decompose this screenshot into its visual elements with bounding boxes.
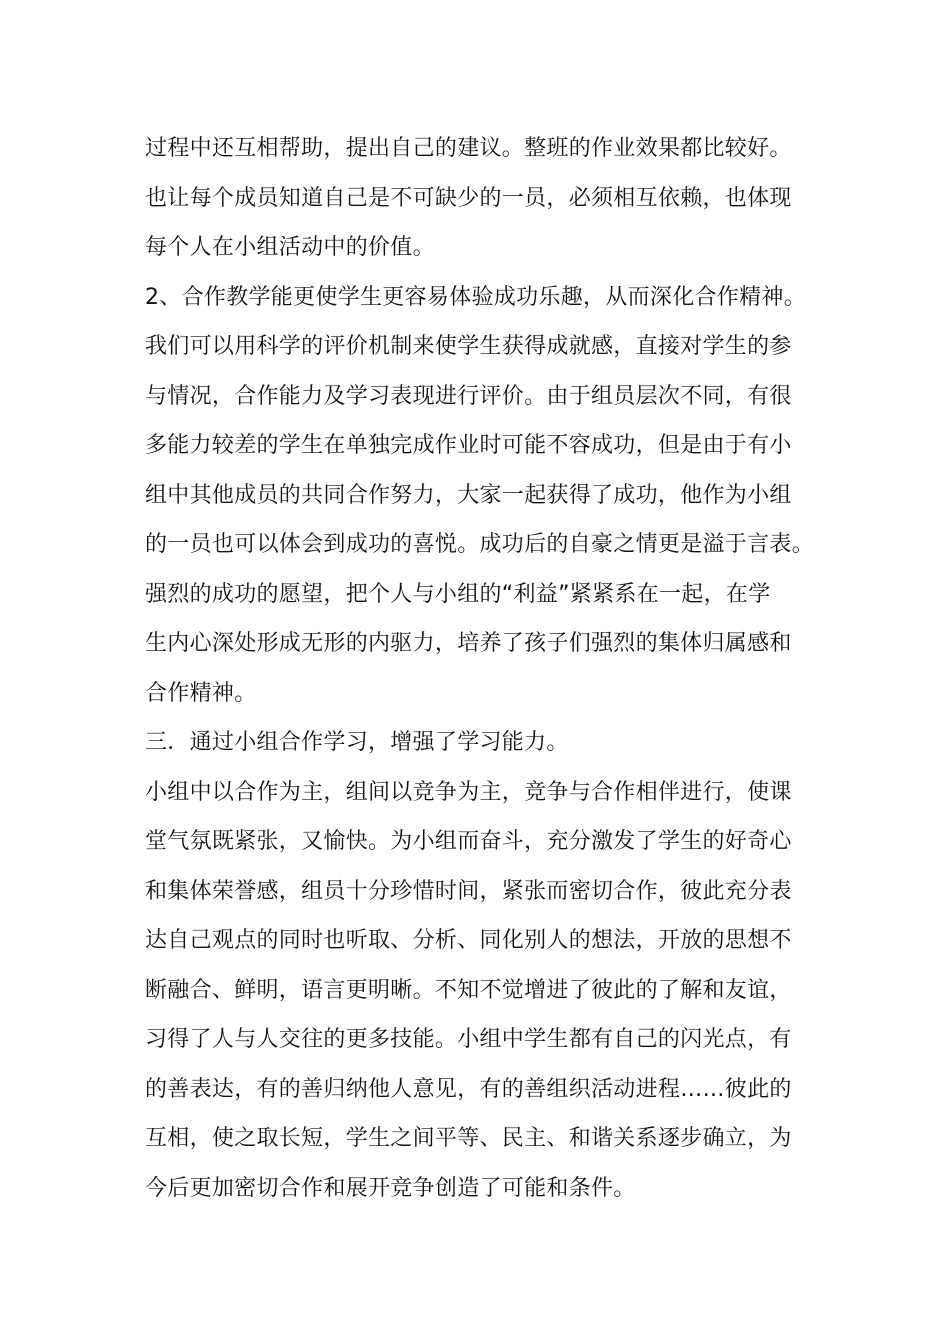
text-line: 生内心深处形成无形的内驱力，培养了孩子们强烈的集体归属感和 (145, 631, 792, 656)
text-line: 组中其他成员的共同合作努力，大家一起获得了成功，他作为小组 (145, 482, 792, 508)
text-line: 我们可以用科学的评价机制来使学生获得成就感，直接对学生的参 (145, 334, 792, 359)
text-line: 每个人在小组活动中的价值。 (145, 235, 435, 260)
text-line: 合作精神。 (145, 680, 257, 706)
text-line: 强烈的成功的愿望，把个人与小组的“利益”紧紧系在一起，在学 (145, 581, 771, 607)
text-line: 达自己观点的同时也听取、分析、同化别人的想法，开放的思想不 (145, 928, 792, 953)
text-line: 小组中以合作为主，组间以竞争为主，竞争与合作相伴进行，使课 (145, 779, 792, 805)
text-line: 和集体荣誉感，组员十分珍惜时间，紧张而密切合作，彼此充分表 (145, 878, 792, 904)
text-line: 堂气氛既紧张，又愉快。为小组而奋斗，充分激发了学生的好奇心 (145, 829, 792, 854)
body-text (145, 124, 845, 1213)
text-line: 也让每个成员知道自己是不可缺少的一员，必须相互依赖，也体现 (145, 185, 792, 211)
text-line: 习得了人与人交往的更多技能。小组中学生都有自己的闪光点，有 (145, 1027, 792, 1052)
text-line: 互相，使之取长短，学生之间平等、民主、和谐关系逐步确立，为 (145, 1126, 792, 1151)
section-heading: 2、合作教学能更使学生更容易体验成功乐趣，从而深化合作精神。 (145, 284, 806, 310)
text-line: 多能力较差的学生在单独完成作业时可能不容成功，但是由于有小 (145, 433, 792, 458)
text-line: 过程中还互相帮助，提出自己的建议。整班的作业效果都比较好。 (145, 136, 792, 161)
section-heading: 三．通过小组合作学习，增强了学习能力。 (145, 730, 569, 755)
text-line: 断融合、鲜明，语言更明晰。不知不觉增进了彼此的了解和友谊， (145, 977, 792, 1003)
text-line: 的善表达，有的善归纳他人意见，有的善组织活动进程……彼此的 (145, 1076, 792, 1102)
text-line: 今后更加密切合作和展开竞争创造了可能和条件。 (145, 1175, 636, 1201)
text-line: 与情况，合作能力及学习表现进行评价。由于组员层次不同，有很 (145, 383, 792, 409)
text-line: 的一员也可以体会到成功的喜悦。成功后的自豪之情更是溢于言表。 (145, 532, 815, 557)
